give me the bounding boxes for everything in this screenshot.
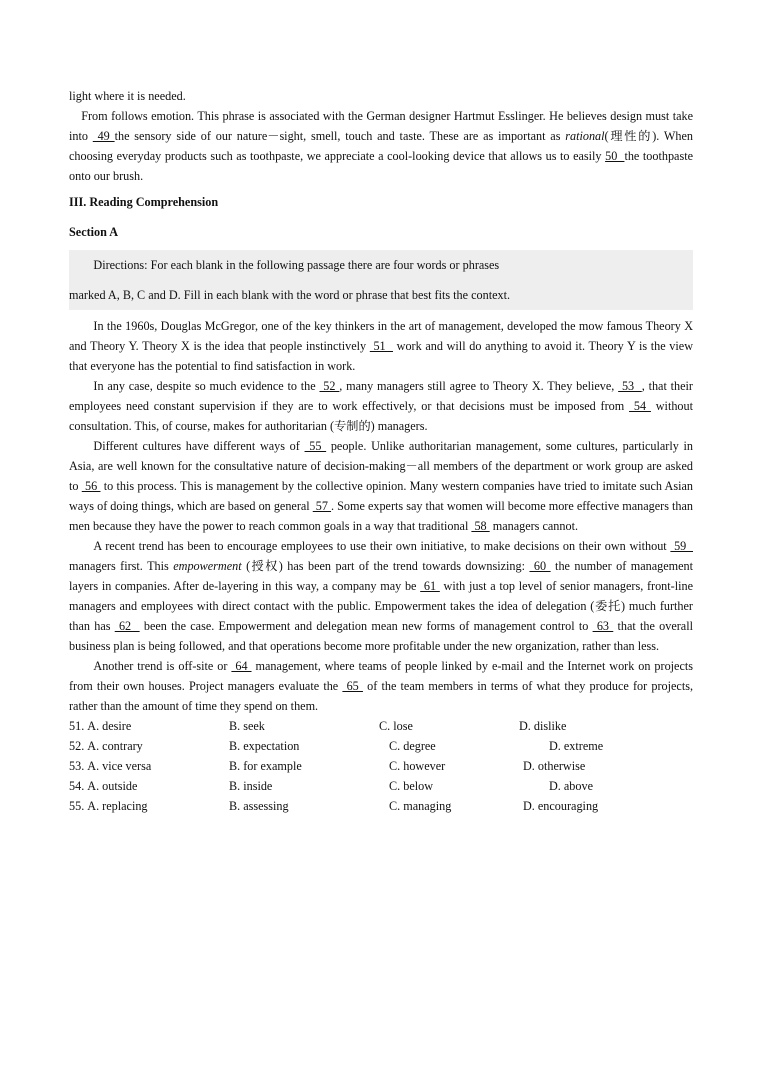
- options-list: [69, 716, 693, 816]
- intro-paragraph: From follows emotion. This phrase is associated with the German designer Hartmut Esslinger. He believes design must take into 49 the sensory side of our nature－sight, smell, touch and taste. These are as important as rational(理性的). When choosing everyday products such as toothpaste, we appreciate a cool-looking device that allows us to easily 50 the toothpaste onto our brush.: [69, 109, 694, 183]
- passage-paragraph-2: In any case, despite so much evidence to the 52 , many managers still agree to Theory X. They believe, 53 , that their employees need constant supervision if they are to work effectively, or that decisions must be imposed from 54 without consultation. This, of course, makes for authoritarian (专制的) managers.: [69, 379, 693, 433]
- document-page: [69, 86, 693, 816]
- blank-58: 58: [471, 519, 490, 533]
- option-row-52: 52. A. contrary B. expectation C. degree D. extreme: [69, 739, 604, 753]
- blank-65: 65: [342, 679, 363, 693]
- directions-line-2: marked A, B, C and D. Fill in each blank with the word or phrase that best fits the context.: [69, 280, 693, 310]
- blank-50: 50: [605, 149, 625, 163]
- passage-paragraph-1: In the 1960s, Douglas McGregor, one of the key thinkers in the art of management, developed the mow famous Theory X and Theory Y. Theory X is the idea that people instinctively 51 work and will do anything to avoid it. Theory Y is the view that everyone has the potential to find satisfaction in work.: [69, 319, 694, 373]
- blank-63: 63: [592, 619, 614, 633]
- intro-line: light where it is needed.: [69, 89, 186, 103]
- passage-paragraph-5: Another trend is off-site or 64 management, where teams of people linked by e-mail and the Internet work on projects from their own houses. Project managers evaluate the 65 of the team members in terms of what they produce for projects, rather than the amount of time they spend on them.: [69, 659, 694, 713]
- blank-64: 64: [231, 659, 252, 673]
- blank-52: 52: [319, 379, 340, 393]
- blank-57: 57: [312, 499, 332, 513]
- blank-59: 59: [670, 539, 693, 553]
- blank-53: 53: [618, 379, 642, 393]
- blank-54: 54: [629, 399, 651, 413]
- blank-60: 60: [529, 559, 551, 573]
- option-row-55: 55. A. replacing B. assessing C. managing D. encouraging: [69, 799, 599, 813]
- passage-paragraph-3: Different cultures have different ways of 55 people. Unlike authoritarian management, some cultures, particularly in Asia, are well known for the consultative nature of decision-making－all members of the department or work group are asked to 56 to this process. This is management by the collective opinion. Many western companies have tried to imitate such Asian ways of doing things, which are based on general 57 . Some experts say that women will become more effective managers than men because they have the power to reach common goals in a way that traditional 58 managers cannot.: [69, 439, 694, 533]
- blank-51: 51: [369, 339, 393, 353]
- option-row-54: 54. A. outside B. inside C. below D. above: [69, 779, 593, 793]
- blank-55: 55: [304, 439, 327, 453]
- section-title: III. Reading Comprehension: [69, 195, 219, 209]
- option-row-53: 53. A. vice versa B. for example C. however D. otherwise: [69, 759, 586, 773]
- passage-paragraph-4: A recent trend has been to encourage employees to use their own initiative, to make decisions on their own without 59 managers first. This empowerment (授权) has been part of the trend towards downsizing: 60 the number of management layers in companies. After de-layering in this way, a company may be 61 with just a top level of senior managers, front-line managers and employees with direct contact with the public. Empowerment takes the idea of delegation (委托) much further than has 62 been the case. Empowerment and delegation mean new forms of management control to 63 that the overall business plan is being followed, and that operations become more profitable under the new organization, rather than less.: [69, 539, 693, 653]
- section-a-title: Section A: [69, 225, 119, 239]
- directions-line-1: Directions: For each blank in the following passage there are four words or phrases: [69, 250, 693, 280]
- blank-49: 49: [92, 129, 115, 143]
- blank-61: 61: [420, 579, 440, 593]
- blank-62: 62: [114, 619, 140, 633]
- option-row-51: 51. A. desire B. seek C. lose D. dislike: [69, 719, 567, 733]
- blank-56: 56: [81, 479, 101, 493]
